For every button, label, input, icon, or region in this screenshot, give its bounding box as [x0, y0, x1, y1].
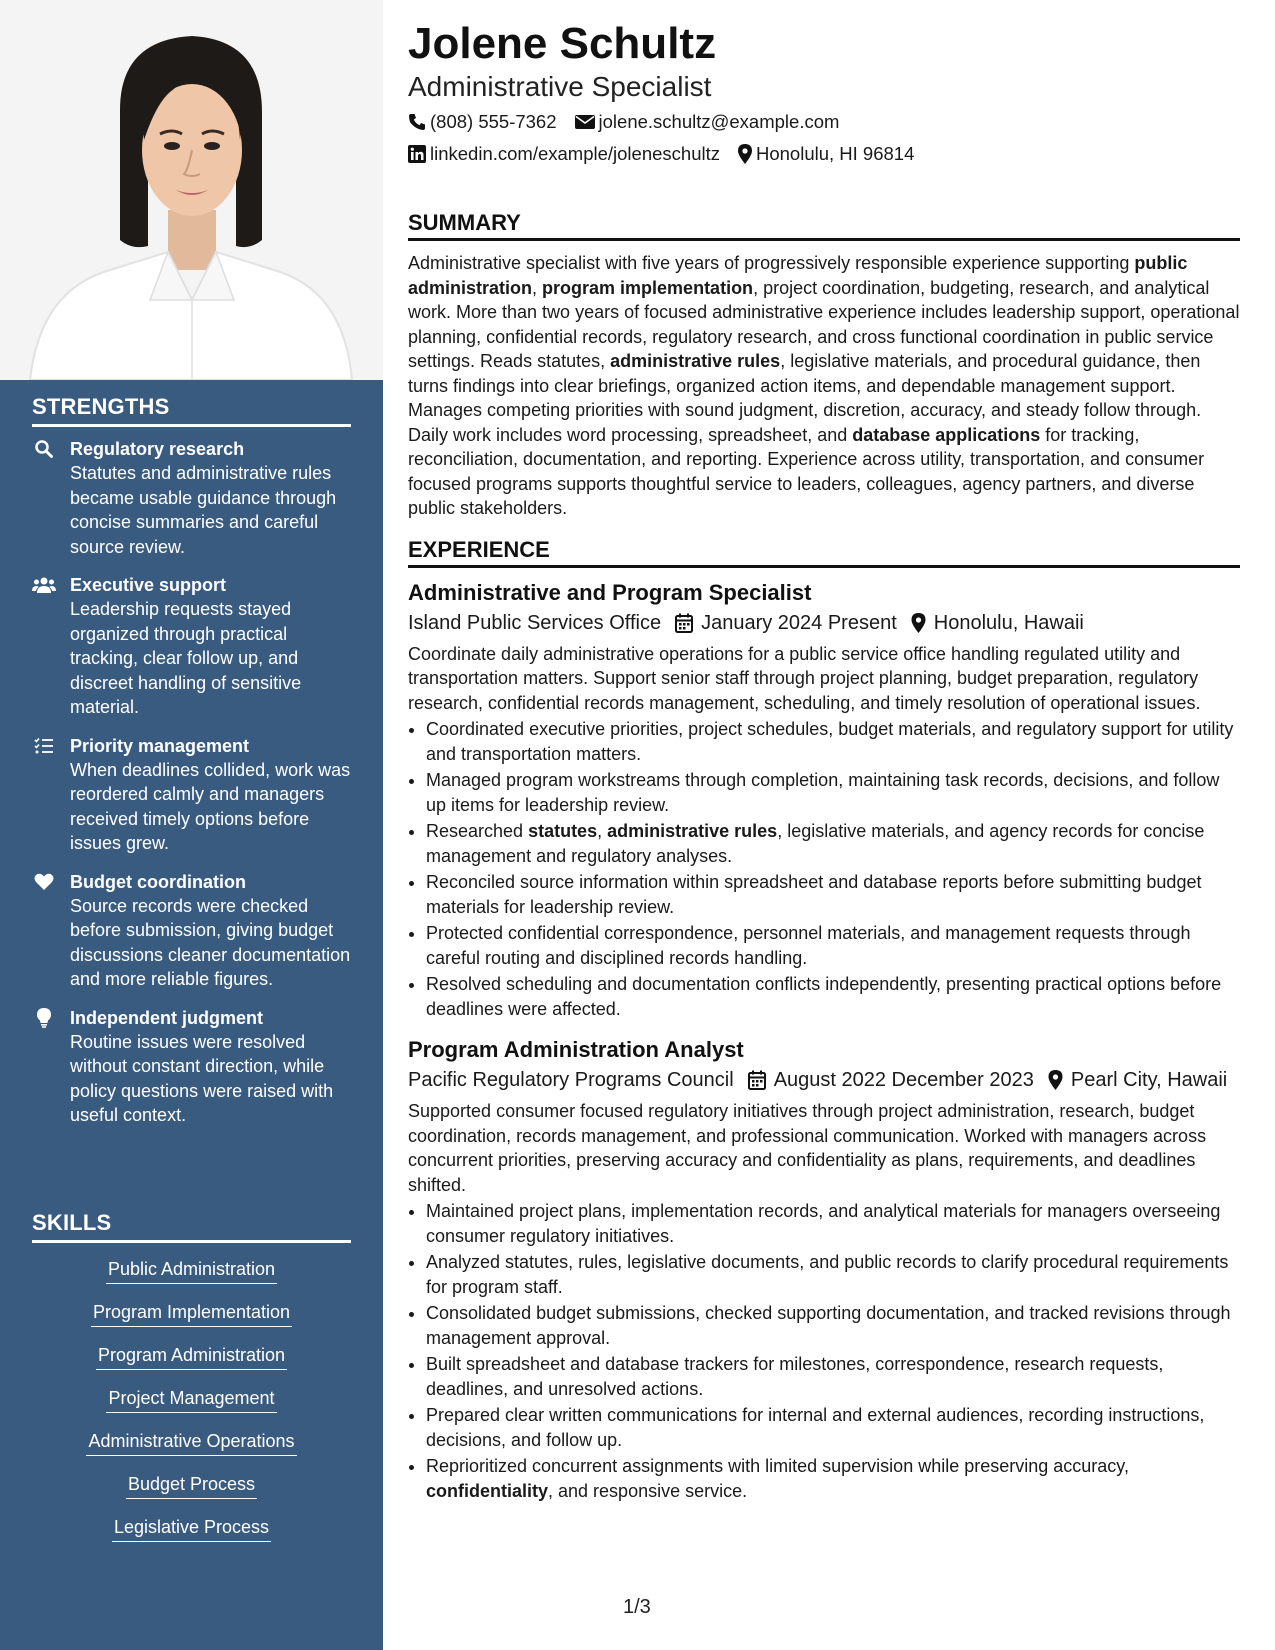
page-number: 1/3	[623, 1596, 651, 1618]
profile-photo	[0, 0, 383, 380]
linkedin-text: linkedin.com/example/joleneschultz	[430, 143, 720, 164]
job-title: Administrative and Program Specialist	[408, 579, 812, 605]
bullet-item: • Maintained project plans, implementation records, and analytical materials for managers overseeing consumer regulatory initiatives.	[426, 1199, 1240, 1248]
bullet-item: • Coordinated executive priorities, project schedules, budget materials, and regulatory support for utility and transportation matters.	[426, 717, 1240, 766]
summary-heading: SUMMARY	[408, 210, 1240, 241]
map-pin-icon	[738, 144, 752, 164]
location-text: Honolulu, HI 96814	[755, 143, 915, 164]
job-location-wrap	[1048, 1065, 1227, 1095]
list-check-icon	[32, 736, 56, 756]
bullet-item: • Managed program workstreams through completion, maintaining task records, decisions, and follow up items for leadership review.	[426, 768, 1240, 817]
map-pin-icon	[911, 613, 926, 633]
experience-heading: EXPERIENCE	[408, 537, 1240, 568]
job-company: Island Public Services Office	[408, 611, 662, 634]
bullet-item: • Prepared clear written communications for internal and external audiences, recording instructions, decisions, and follow up.	[426, 1403, 1240, 1452]
main-content	[408, 18, 1240, 1505]
strength-item	[32, 1006, 351, 1128]
email-contact[interactable]	[575, 106, 840, 138]
strength-item	[32, 870, 351, 992]
job-description: Coordinate daily administrative operations for a public service office handling regulated utility and transportation matters. Support senior staff through project planning, budget preparation, regulatory research, confidential records management, scheduling, and timely resolution of operational issues.	[408, 643, 1201, 713]
candidate-title: Administrative Specialist	[408, 71, 712, 102]
lightbulb-icon	[32, 1008, 56, 1028]
skill-tag: Legislative Process	[112, 1515, 271, 1542]
job-bullets	[408, 1199, 1240, 1503]
job-location: Honolulu, Hawaii	[933, 611, 1084, 634]
strength-title: Budget coordination	[70, 871, 246, 892]
job-location: Pearl City, Hawaii	[1070, 1069, 1228, 1091]
email-text: jolene.schultz@example.com	[598, 111, 840, 132]
strength-title: Independent judgment	[70, 1007, 263, 1028]
job-meta	[408, 1065, 1240, 1095]
summary-text: Administrative specialist with five years of progressively responsible experience supporting public administration, program implementation, project coordination, budgeting, research, and analytical work. More than two years of focused administrative experience includes leadership support, operational planning, confidential records, regulatory research, and cross functional coordination in public service settings. Reads statutes, administrative rules, legislative materials, and procedural guidance, then turns findings into clear briefings, organized action items, and dependable management support. Manages competing priorities with sound judgment, discretion, accuracy, and steady follow through. Daily work includes word processing, spreadsheet, and database applications for tracking, reconciliation, documentation, and reporting. Experience across utility, transportation, and consumer focused programs supports thoughtful service to leaders, colleagues, agency partners, and diverse public stakeholders.	[408, 253, 1240, 518]
strength-desc: Source records were checked before submission, giving budget discussions cleaner documentation and more reliable figures.	[70, 895, 351, 989]
bullet-item: • Built spreadsheet and database trackers for milestones, correspondence, research requests, deadlines, and unresolved actions.	[426, 1352, 1240, 1401]
sidebar	[0, 0, 383, 1650]
strengths-heading: STRENGTHS	[32, 394, 351, 427]
bullet-item: • Consolidated budget submissions, checked supporting documentation, and tracked revisions through management approval.	[426, 1301, 1240, 1350]
bullet-item: • Reprioritized concurrent assignments with limited supervision while preserving accuracy, confidentiality, and responsive service.	[426, 1454, 1240, 1503]
search-icon	[32, 439, 56, 459]
summary-section	[408, 210, 1240, 521]
bullet-item: • Resolved scheduling and documentation conflicts independently, presenting practical options before deadlines were affected.	[426, 972, 1240, 1021]
job-title: Program Administration Analyst	[408, 1037, 744, 1062]
skill-tag: Program Implementation	[91, 1300, 292, 1327]
strength-item	[32, 734, 351, 856]
job-entry	[408, 578, 1240, 1022]
strength-desc: Leadership requests stayed organized through practical tracking, clear follow up, and discreet handling of sensitive material.	[70, 599, 302, 717]
job-description: Supported consumer focused regulatory initiatives through project administration, research, budget coordination, records management, and professional communication. Worked with managers across concurrent priorities, preserving accuracy and confidentiality as plans, requirements, and deadlines shifted.	[408, 1101, 1207, 1195]
bullet-item: • Protected confidential correspondence, personnel materials, and management requests through careful routing and disciplined records handling.	[426, 921, 1240, 970]
linkedin-icon	[408, 145, 426, 163]
strengths-section	[32, 394, 351, 1142]
calendar-icon	[748, 1070, 766, 1090]
strength-title: Regulatory research	[70, 439, 245, 459]
skills-section	[32, 1210, 351, 1558]
job-dates: January 2024 Present	[701, 611, 897, 634]
experience-section	[408, 537, 1240, 1504]
job-dates-wrap	[748, 1065, 1034, 1095]
strength-item	[32, 437, 351, 559]
calendar-icon	[675, 613, 693, 633]
candidate-name: Jolene Schultz	[408, 19, 717, 68]
skill-tag: Public Administration	[106, 1257, 277, 1284]
job-dates: August 2022 December 2023	[773, 1069, 1034, 1091]
job-dates-wrap	[675, 608, 897, 638]
phone-contact[interactable]	[408, 106, 557, 138]
skills-heading: SKILLS	[32, 1210, 351, 1243]
map-pin-icon	[1048, 1070, 1063, 1090]
bullet-item: • Analyzed statutes, rules, legislative documents, and public records to clarify procedural requirements for program staff.	[426, 1250, 1240, 1299]
strength-desc: Statutes and administrative rules became usable guidance through concise summaries and careful source review.	[70, 463, 337, 557]
job-meta	[408, 608, 1240, 638]
bullet-item: • Researched statutes, administrative rules, legislative materials, and agency records for concise management and regulatory analyses.	[426, 819, 1240, 868]
skill-tag: Budget Process	[126, 1472, 257, 1499]
users-icon	[32, 575, 56, 595]
job-location-wrap	[911, 608, 1084, 638]
strength-item	[32, 573, 351, 720]
envelope-icon	[575, 114, 595, 130]
job-bullets	[408, 717, 1240, 1021]
skill-tag: Program Administration	[96, 1343, 287, 1370]
bullet-item: • Reconciled source information within spreadsheet and database reports before submitting budget materials for leadership review.	[426, 870, 1240, 919]
linkedin-contact[interactable]	[408, 138, 720, 170]
contact-row	[408, 138, 1240, 170]
strength-desc: When deadlines collided, work was reordered calmly and managers received timely options before issues grew.	[70, 759, 351, 853]
location-contact	[738, 138, 914, 170]
skill-tag: Administrative Operations	[86, 1429, 296, 1456]
job-company: Pacific Regulatory Programs Council	[408, 1069, 734, 1091]
job-entry	[408, 1035, 1240, 1503]
strength-title: Priority management	[70, 735, 250, 756]
contact-row	[408, 106, 1240, 138]
phone-icon	[408, 113, 426, 131]
heart-icon	[32, 872, 56, 892]
phone-text: (808) 555-7362	[430, 111, 557, 132]
skill-tag: Project Management	[106, 1386, 276, 1413]
strength-title: Executive support	[70, 575, 227, 595]
strength-desc: Routine issues were resolved without constant direction, while policy questions were raised with useful context.	[70, 1031, 334, 1125]
